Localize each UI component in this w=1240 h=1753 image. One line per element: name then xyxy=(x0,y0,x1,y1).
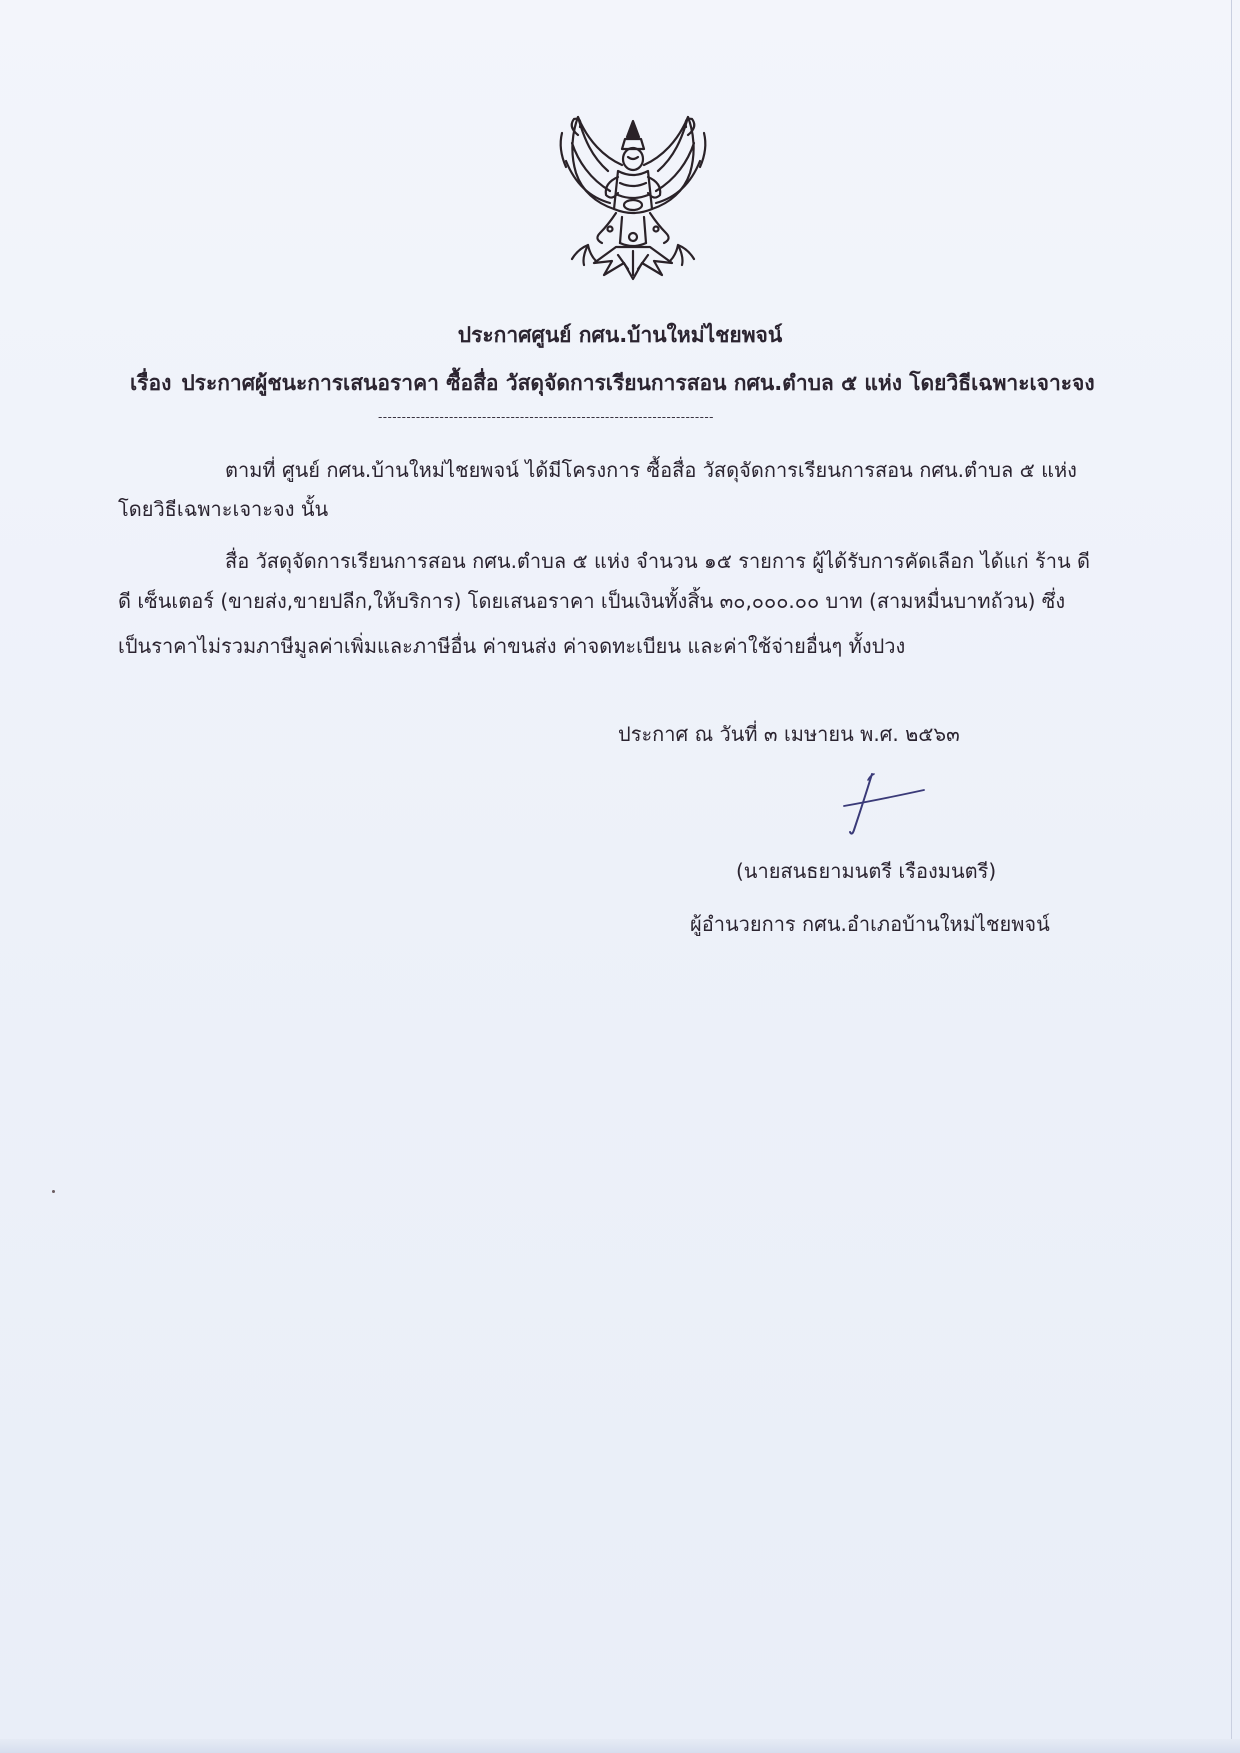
signer-name: (นายสนธยามนตรี เรืองมนตรี) xyxy=(736,859,997,883)
separator-line: ----------------------------------------------------------------------- xyxy=(378,410,714,424)
paragraph-1-line-1: ตามที่ ศูนย์ กศน.บ้านใหม่ไชยพจน์ ได้มีโครงการ ซื้อสื่อ วัสดุจัดการเรียนการสอน กศน.ตำบล ๕ แห่ง xyxy=(225,458,1077,482)
announcement-date: ประกาศ ณ วันที่ ๓ เมษายน พ.ศ. ๒๕๖๓ xyxy=(618,722,960,746)
paragraph-2-line-1: สื่อ วัสดุจัดการเรียนการสอน กศน.ตำบล ๕ แห่ง จำนวน ๑๕ รายการ ผู้ได้รับการคัดเลือก ได้แก่ ร้าน ดี xyxy=(225,549,1090,573)
subject-text: ประกาศผู้ชนะการเสนอราคา ซื้อสื่อ วัสดุจัดการเรียนการสอน กศน.ตำบล ๕ แห่ง โดยวิธีเฉพาะเจาะจง xyxy=(181,371,1095,395)
handwritten-signature xyxy=(838,770,928,842)
paragraph-2-line-2: ดี เซ็นเตอร์ (ขายส่ง,ขายปลีก,ให้บริการ) โดยเสนอราคา เป็นเงินทั้งสิ้น ๓๐,๐๐๐.๐๐ บาท (สามหมื่นบาทถ้วน) ซึ่ง xyxy=(118,589,1066,613)
scan-edge-right xyxy=(1231,0,1232,1753)
garuda-emblem-icon xyxy=(548,113,718,285)
scan-speck xyxy=(52,1190,55,1193)
announcement-subject xyxy=(130,367,1095,400)
scan-edge-bottom xyxy=(0,1739,1240,1753)
signer-position: ผู้อำนวยการ กศน.อำเภอบ้านใหม่ไชยพจน์ xyxy=(690,912,1050,936)
announcement-title: ประกาศศูนย์ กศน.บ้านใหม่ไชยพจน์ xyxy=(457,323,783,347)
paragraph-2-line-3: เป็นราคาไม่รวมภาษีมูลค่าเพิ่มและภาษีอื่น ค่าขนส่ง ค่าจดทะเบียน และค่าใช้จ่ายอื่นๆ ทั้งปวง xyxy=(118,634,906,658)
paragraph-1-line-2: โดยวิธีเฉพาะเจาะจง นั้น xyxy=(118,497,329,521)
subject-label: เรื่อง xyxy=(130,371,172,395)
